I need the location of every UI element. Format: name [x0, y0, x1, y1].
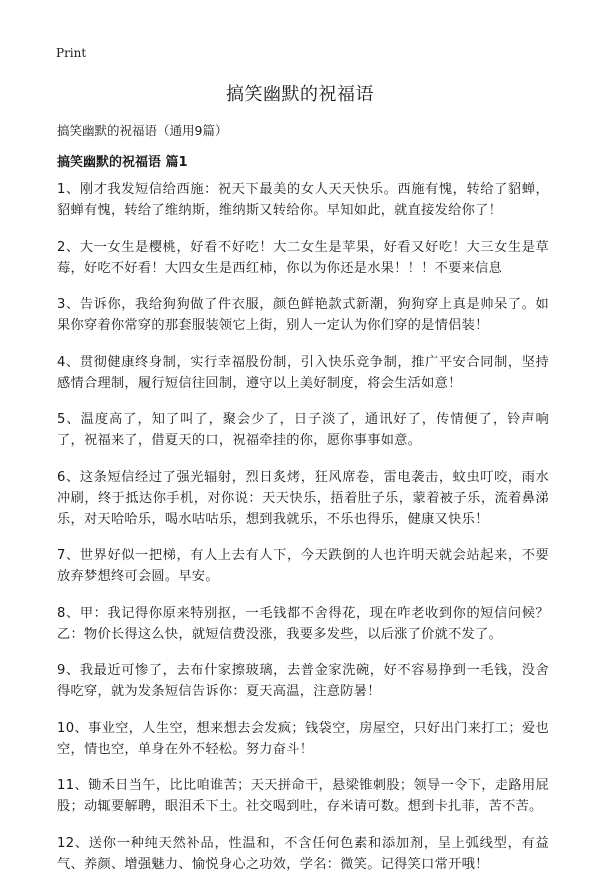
page-title: 搞笑幽默的祝福语: [226, 84, 374, 105]
document-subtitle: 搞笑幽默的祝福语（通用9篇）: [57, 123, 228, 138]
list-item: 12、送你一种纯天然补品，性温和，不含任何色素和添加剂，呈上弧线型，有益气、养颜、增强魅力、愉悦身心之功效，学名：微笑。记得笑口常开哦！: [57, 835, 549, 872]
blessing-list: [57, 179, 549, 890]
list-item: 8、甲：我记得你原来特别抠，一毛钱都不舍得花，现在咋老收到你的短信问候？乙：物价长得这么快，就短信费没涨，我要多发些，以后涨了价就不发了。: [57, 605, 549, 642]
list-item: 9、我最近可惨了，去布什家擦玻璃，去普金家洗碗，好不容易挣到一毛钱，没舍得吃穿，就为发条短信告诉你：夏天高温，注意防暑！: [57, 663, 549, 699]
list-item: 5、温度高了，知了叫了，聚会少了，日子淡了，通讯好了，传情便了，铃声响了，祝福来了，借夏天的口，祝福牵挂的你，愿你事事如意。: [57, 412, 549, 448]
list-item: 7、世界好似一把梯，有人上去有人下，今天跌倒的人也许明天就会站起来，不要放弃梦想终可会圆。早安。: [57, 548, 549, 584]
list-item: 3、告诉你，我给狗狗做了件衣服，颜色鲜艳款式新潮，狗狗穿上真是帅呆了。如果你穿着你常穿的那套服装领它上街，别人一定认为你们穿的是情侣装！: [57, 297, 549, 333]
list-item: 6、这条短信经过了强光辐射，烈日炙烤，狂风席卷，雷电袭击，蚊虫叮咬，雨水冲刷，终于抵达你手机，对你说：天天快乐，捂着肚子乐，蒙着被子乐，流着鼻涕乐，对天哈哈乐，喝水咕咕乐，想到我就乐，不乐也得乐，健康又快乐！: [57, 469, 549, 527]
print-link[interactable]: Print: [56, 46, 87, 60]
list-item: 11、锄禾日当午，比比咱谁苦；天天拼命干，悬梁锥刺股；领导一令下，走路用屁股；动辄要解聘，眼泪禾下土。社交喝到吐，存米请可数。想到卡扎菲，苦不苦。: [57, 778, 549, 814]
list-item: 1、刚才我发短信给西施：祝天下最美的女人天天快乐。西施有愧，转给了貂蝉，貂蝉有愧，转给了维纳斯，维纳斯又转给你。早知如此，就直接发给你了！: [57, 182, 549, 218]
list-item: 4、贯彻健康终身制，实行幸福股份制，引入快乐竞争制，推广平安合同制，坚持感情合理制，履行短信往回制，遵守以上美好制度，将会生活如意！: [57, 354, 549, 391]
list-item: 10、事业空，人生空，想来想去会发疯；钱袋空，房屋空，只好出门来打工；爱也空，情也空，单身在外不轻松。努力奋斗！: [57, 720, 549, 757]
list-item: 2、大一女生是樱桃，好看不好吃！大二女生是苹果，好看又好吃！大三女生是草莓，好吃不好看！大四女生是西红柿，你以为你还是水果！！！不要来信息: [57, 239, 549, 276]
section-heading: 搞笑幽默的祝福语 篇1: [57, 155, 188, 170]
